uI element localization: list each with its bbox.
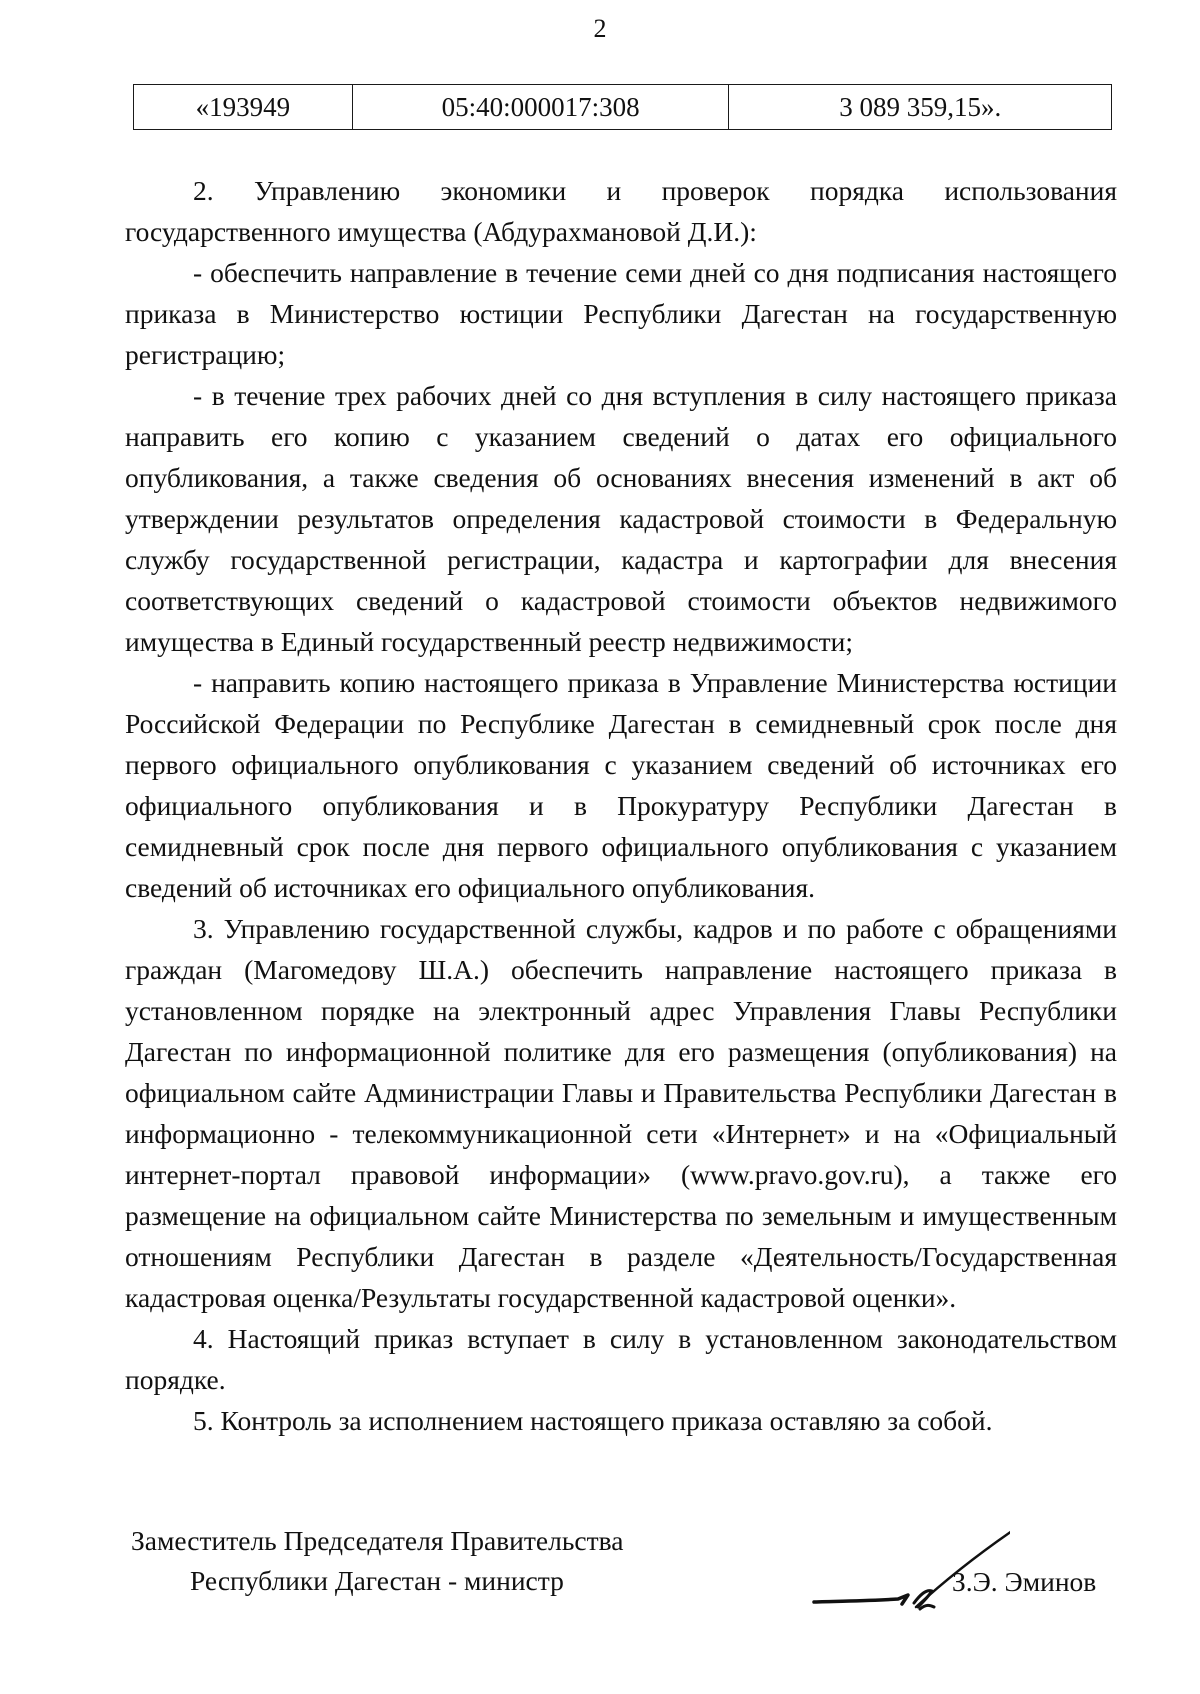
- table-row: [134, 85, 1112, 130]
- paragraph-item-4: 4. Настоящий приказ вступает в силу в установленном законодательством порядке.: [125, 1323, 1117, 1395]
- table-cell-cadastral-value: 3 089 359,15».: [729, 85, 1112, 130]
- paragraph-subitem-registration: - обеспечить направление в течение семи дней со дня подписания настоящего приказа в Министерство юстиции Республики Дагестан на государственную регистрацию;: [125, 257, 1117, 370]
- signatory-title-line-1: Заместитель Председателя Правительства: [131, 1525, 624, 1556]
- paragraph-subitem-ministry-justice: - направить копию настоящего приказа в Управление Министерства юстиции Российской Федерации по Республике Дагестан в семидневный срок после дня первого официального опубликования с указанием сведений об источниках его официального опубликования и в Прокуратуру Республики Дагестан в семидневный срок после дня первого официального опубликования с указанием сведений об источниках его официального опубликования.: [125, 667, 1117, 903]
- paragraph-item-3: 3. Управлению государственной службы, кадров и по работе с обращениями граждан (Магомедову Ш.А.) обеспечить направление настоящего приказа в установленном порядке на электронный адрес Управления Главы Республики Дагестан по информационной политике для его размещения (опубликования) на официальном сайте Администрации Главы и Правительства Республики Дагестан в информационно - телекоммуникационной сети «Интернет» и на «Официальный интернет-портал правовой информации» (www.pravo.gov.ru), а также его размещение на официальном сайте Министерства по земельным и имущественным отношениям Республики Дагестан в разделе «Деятельность/Государственная кадастровая оценка/Результаты государственной кадастровой оценки».: [125, 913, 1117, 1313]
- signatory-title-line-2: Республики Дагестан - министр: [190, 1565, 564, 1596]
- page-number: 2: [593, 14, 607, 43]
- table-cell-object-number: «193949: [134, 85, 353, 130]
- signature-block: [0, 1525, 1200, 1625]
- paragraph-subitem-rosreestr: - в течение трех рабочих дней со дня вступления в силу настоящего приказа направить его копию с указанием сведений о датах его официального опубликования, а также сведения об основаниях внесения изменений в акт об утверждении результатов определения кадастровой стоимости в Федеральную службу государственной регистрации, кадастра и картографии для внесения соответствующих сведений о кадастровой стоимости объектов недвижимого имущества в Единый государственный реестр недвижимости;: [125, 380, 1117, 657]
- paragraph-item-2: 2. Управлению экономики и проверок порядка использования государственного имущества (Абдурахмановой Д.И.):: [125, 175, 1117, 247]
- cadastral-value-table: [133, 84, 1112, 130]
- signatory-name: З.Э. Эминов: [952, 1566, 1097, 1597]
- paragraph-item-5: 5. Контроль за исполнением настоящего приказа оставляю за собой.: [193, 1405, 993, 1436]
- table-cell-cadastral-number: 05:40:000017:308: [352, 85, 729, 130]
- document-body: [125, 170, 1117, 1441]
